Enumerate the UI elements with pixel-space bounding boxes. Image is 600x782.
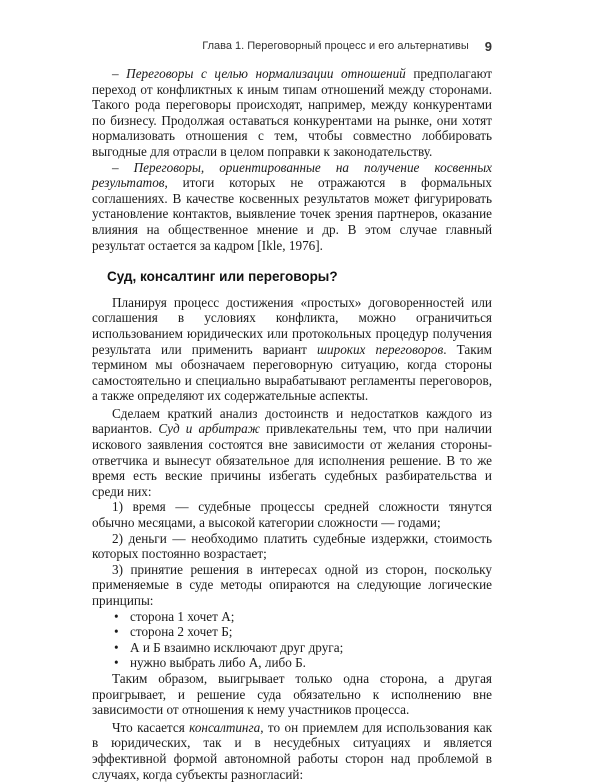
italic-term: Суд и арбитраж bbox=[158, 421, 260, 437]
principles-list bbox=[92, 609, 492, 671]
numbered-item: 3) принятие решения в интересах одной из сторон, поскольку применяемые в суде методы опираются на следующие логические принципы: bbox=[92, 561, 492, 608]
paragraph-consulting: Что касается консалтинга, то он приемлем для использования как в юридических, так и в несудебных ситуациях и является эффективной формой автономной работы сторон над проблемой в случаях, когда субъекты разногласий: bbox=[92, 719, 492, 782]
bullet-icon: • bbox=[114, 655, 119, 671]
numbered-item: 1) время — судебные процессы средней сложности тянутся обычно месяцами, а высокой категории сложности — годами; bbox=[92, 499, 492, 531]
paragraph-planning: Планируя процесс достижения «простых» договоренностей или соглашения в условиях конфликта, можно ограничиться использованием юридических или протокольных процедур получения результата или применить вариант широких переговоров. Таким термином мы обозначаем переговорную ситуацию, когда стороны самостоятельно и специально вырабатывают регламенты переговоров, а также определяют их содержательные аспекты. bbox=[92, 294, 493, 404]
body-text bbox=[92, 66, 492, 782]
page-number: 9 bbox=[484, 38, 492, 54]
paragraph-conclusion: Таким образом, выигрывает только одна сторона, а другая проигрывает, и решение суда обязательно к исполнению вне зависимости от отношения к нему участников процесса. bbox=[92, 670, 492, 718]
list-item: • сторона 1 хочет А; bbox=[114, 608, 235, 624]
bullet-icon: • bbox=[114, 624, 119, 640]
bullet-icon: • bbox=[114, 639, 119, 655]
list-item: • нужно выбрать либо А, либо Б. bbox=[114, 655, 306, 671]
section-heading: Суд, консалтинг или переговоры? bbox=[107, 269, 338, 285]
italic-term: Переговоры с целью нормализации отношений bbox=[126, 66, 406, 81]
italic-term: широких переговоров bbox=[317, 341, 444, 357]
numbered-item: 2) деньги — необходимо платить судебные издержки, стоимость которых постоянно возрастает; bbox=[92, 530, 492, 562]
list-item: • А и Б взаимно исключают друг друга; bbox=[114, 639, 344, 655]
paragraph-normalization: – Переговоры с целью нормализации отношений предполагают переход от конфликтных к иным типам отношений между сторонами. Такого рода переговоры происходят, например, между конкурентами по бизнесу. Продолжая оставаться конкурентами на рынке, они хотят нормализовать отношения с тем, чтобы совместно лоббировать выгодные для отрасли в целом поправки к законодательству. bbox=[92, 66, 493, 159]
bullet-icon: • bbox=[114, 608, 119, 624]
chapter-title: Глава 1. Переговорный процесс и его альтернативы bbox=[202, 40, 469, 52]
paragraph-indirect-results: – Переговоры, ориентированные на получение косвенных результатов, итоги которых не отражаются в формальных соглашениях. В качестве косвенных результатов может фигурировать установление контактов, выявление точек зрения партнеров, оказание влияния на общественное мнение и др. В этом случае главный результат остается за кадром [Ikle, 1976]. bbox=[92, 159, 493, 253]
running-header bbox=[202, 38, 492, 54]
paragraph-analysis: Сделаем краткий анализ достоинств и недостатков каждого из вариантов. Суд и арбитраж привлекательны тем, что при наличии искового заявления состоятся вне зависимости от желания стороны-ответчика и вынесут обязательное для исполнения решение. В то же время есть веские причины избегать судебных разбирательства и среди них: bbox=[92, 405, 492, 499]
list-item: • сторона 2 хочет Б; bbox=[114, 624, 233, 640]
italic-term: Переговоры, ориентированные на получение косвенных результатов bbox=[92, 159, 493, 191]
italic-term: консалтинга bbox=[189, 719, 261, 735]
